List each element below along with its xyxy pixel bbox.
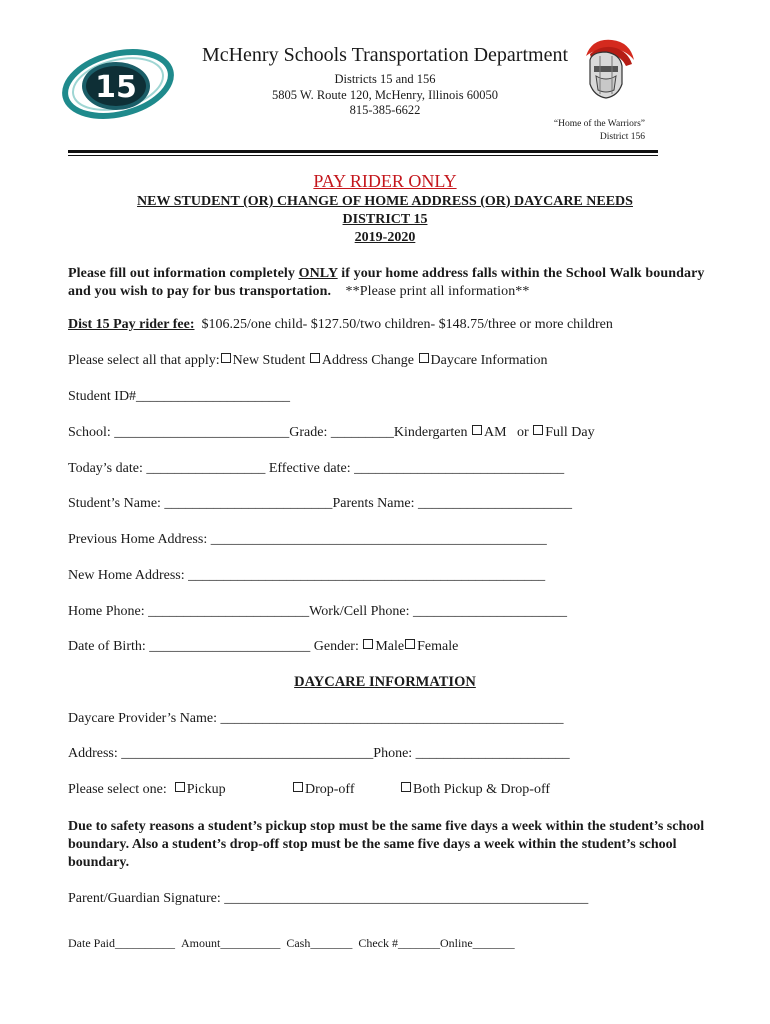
student-name-field[interactable]: Student’s Name: ________________________ xyxy=(68,496,333,511)
header-divider-thin xyxy=(68,155,658,156)
cash-field[interactable]: Cash_______ xyxy=(286,936,353,950)
todays-date-field[interactable]: Today’s date: _________________ xyxy=(68,461,266,476)
dropoff-option: Drop-off xyxy=(292,782,355,798)
district-15-logo xyxy=(62,46,174,122)
daycare-provider-field[interactable]: Daycare Provider’s Name: _________________________________________________ xyxy=(68,711,564,726)
dates-row xyxy=(68,461,564,477)
grade-field[interactable]: Grade: _________ xyxy=(289,425,394,440)
new-address-field[interactable]: New Home Address: ___________________________________________________ xyxy=(68,568,546,583)
phones-row xyxy=(68,604,567,620)
motto-line: “Home of the Warriors” xyxy=(553,119,645,129)
both-option: Both Pickup & Drop-off xyxy=(400,782,550,798)
check-field[interactable]: Check #_______ xyxy=(358,936,440,950)
school-year: 2019-2020 xyxy=(354,230,416,245)
names-row xyxy=(68,496,572,512)
pay-rider-heading: PAY RIDER ONLY xyxy=(313,171,457,191)
student-id-field[interactable]: Student ID#______________________ xyxy=(68,389,291,404)
logo-number: 15 xyxy=(95,70,137,105)
daycare-phone-field[interactable]: Phone: ______________________ xyxy=(373,746,570,761)
dropoff-checkbox[interactable] xyxy=(293,782,303,792)
dob-gender-row: Date of Birth: _______________________ Gender: Male Female xyxy=(68,639,459,654)
header-divider xyxy=(68,150,658,153)
department-title: McHenry Schools Transportation Department xyxy=(201,44,569,66)
female-checkbox[interactable] xyxy=(405,639,415,649)
signature-field[interactable]: Parent/Guardian Signature: ____________________________________________________ xyxy=(68,891,589,906)
districts-line: Districts 15 and 156 xyxy=(334,72,436,86)
both-checkbox[interactable] xyxy=(401,782,411,792)
work-phone-field[interactable]: Work/Cell Phone: ______________________ xyxy=(309,604,567,619)
am-checkbox[interactable] xyxy=(472,425,482,435)
previous-address-field[interactable]: Previous Home Address: ________________________________________________ xyxy=(68,532,547,547)
daycare-select-row: Please select one: Pickup xyxy=(68,782,226,797)
fee-row: Dist 15 Pay rider fee: $106.25/one child- $127.50/two children- $148.75/three or more children xyxy=(68,317,613,332)
full-day-checkbox[interactable] xyxy=(533,425,543,435)
safety-notice: Due to safety reasons a student’s pickup stop must be the same five days a week within the student’s school boundary. Also a student’s drop-off stop must be the same five days a week within the student’s school boundary. xyxy=(68,819,705,870)
address-line: 5805 W. Route 120, McHenry, Illinois 60050 xyxy=(272,88,498,102)
district-heading: DISTRICT 15 xyxy=(342,212,428,227)
home-phone-field[interactable]: Home Phone: _______________________ xyxy=(68,604,310,619)
phone-line: 815-385-6622 xyxy=(349,103,421,117)
school-row: School: _________________________Grade: _________Kindergarten AM or Full Day xyxy=(68,425,595,440)
effective-date-field[interactable]: Effective date: ______________________________ xyxy=(268,461,565,476)
office-use-footer xyxy=(68,936,515,951)
dob-field[interactable]: Date of Birth: _______________________ xyxy=(68,639,311,654)
address-change-checkbox[interactable] xyxy=(310,353,320,363)
new-student-checkbox[interactable] xyxy=(221,353,231,363)
daycare-address-field[interactable]: Address: ____________________________________ xyxy=(68,746,374,761)
daycare-heading: DAYCARE INFORMATION xyxy=(294,674,476,690)
select-apply-row: Please select all that apply: New Student Address Change Daycare Information xyxy=(68,353,548,368)
male-checkbox[interactable] xyxy=(363,639,373,649)
pickup-checkbox[interactable] xyxy=(175,782,185,792)
daycare-address-row xyxy=(68,746,570,762)
parents-name-field[interactable]: Parents Name: ______________________ xyxy=(332,496,572,511)
amount-field[interactable]: Amount__________ xyxy=(181,936,281,950)
online-field[interactable]: Online_______ xyxy=(440,936,515,950)
form-subtitle: NEW STUDENT (OR) CHANGE OF HOME ADDRESS (OR) DAYCARE NEEDS xyxy=(137,194,633,209)
daycare-info-checkbox[interactable] xyxy=(419,353,429,363)
school-field[interactable]: School: _________________________ xyxy=(68,425,290,440)
instructions: Please fill out information completely ONLY if your home address falls within the School Walk boundary and you wish to pay for bus transportation. **Please print all information** xyxy=(68,266,705,299)
date-paid-field[interactable]: Date Paid__________ xyxy=(68,936,175,950)
motto-district: District 156 xyxy=(599,132,645,142)
